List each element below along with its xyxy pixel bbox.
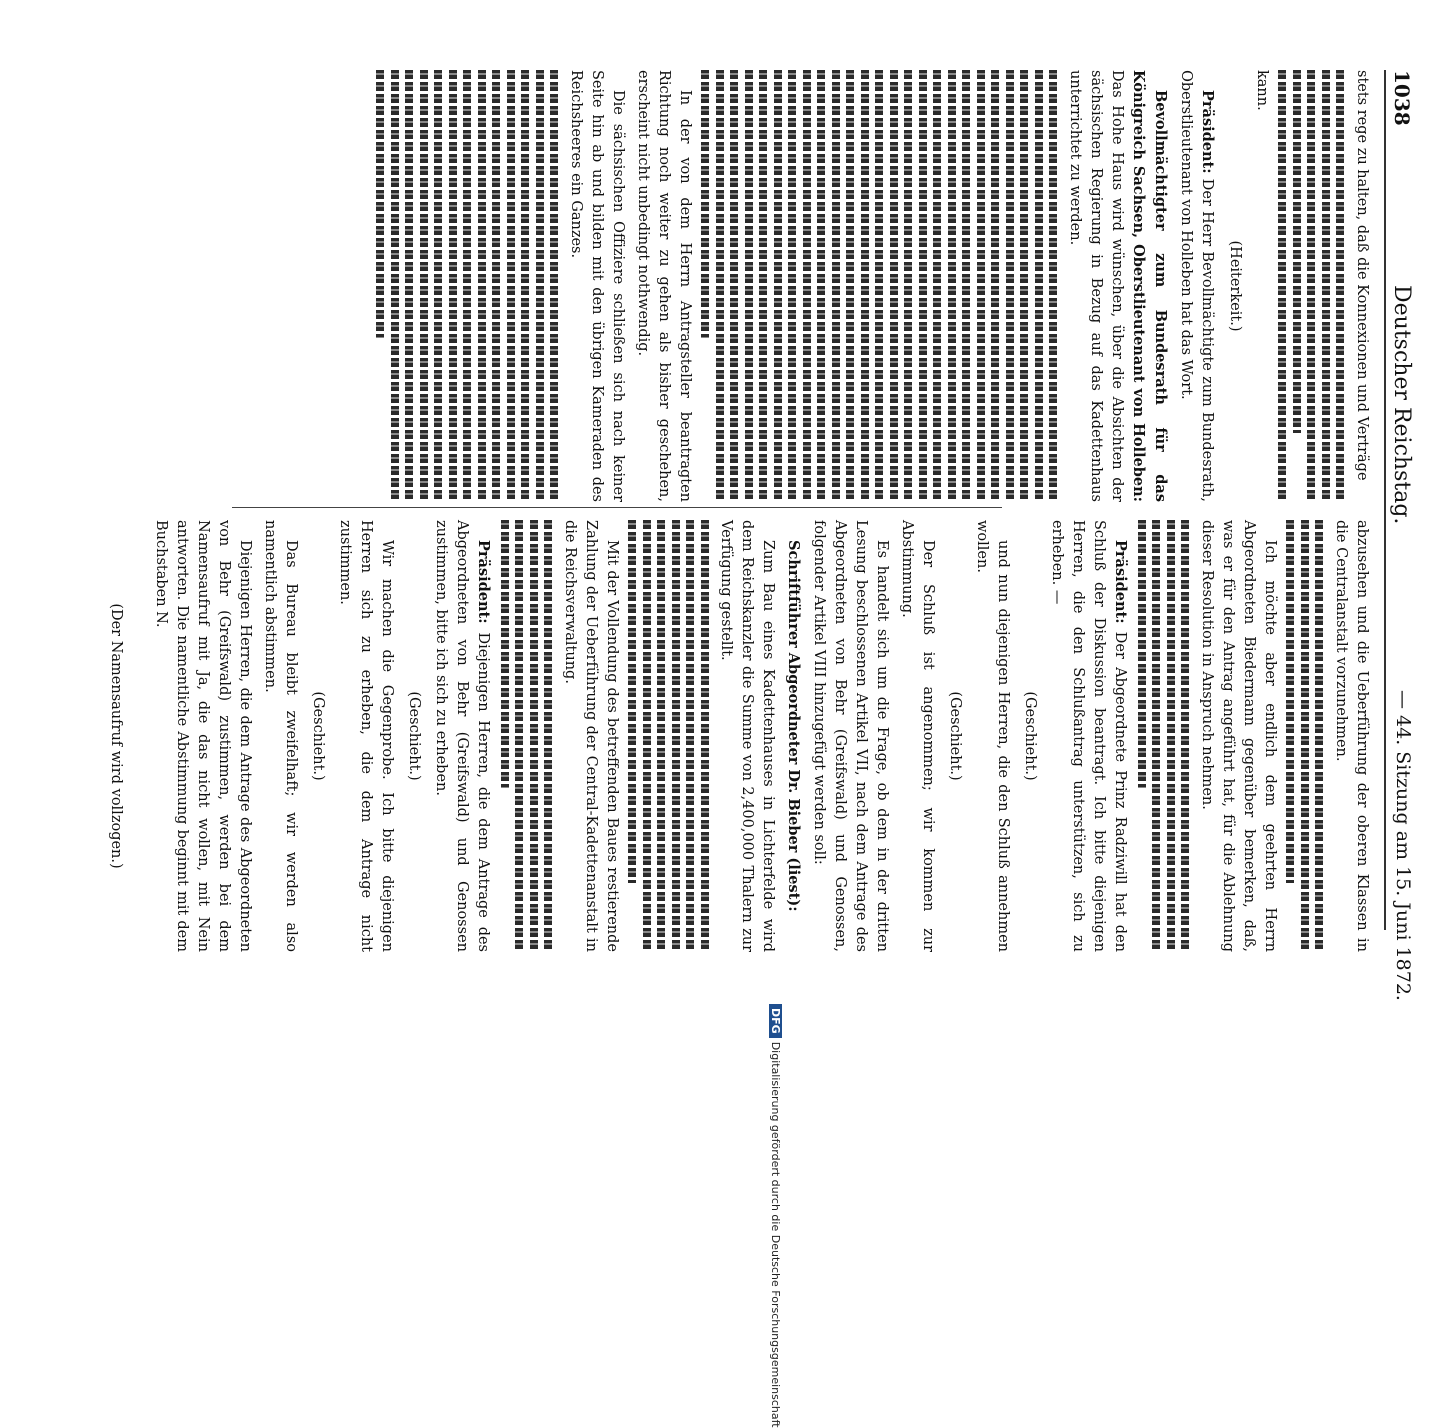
text-line: [1021, 70, 1029, 502]
text-line: [760, 70, 768, 502]
paragraph: Diejenigen Herren, die dem Antrage des Abgeordneten von Behr (Greifswald) und Genossen zustimmen, bitte ich sich zu erheben.: [433, 520, 492, 952]
paragraph: Der Schluß ist angenommen; wir kommen zur Abstimmung.: [899, 520, 937, 952]
page-number: 1038: [1390, 70, 1414, 126]
text-line: [774, 70, 782, 502]
text-line: [992, 70, 1000, 502]
procedure-note: (Geschieht.): [406, 691, 423, 781]
text-line: [745, 70, 753, 502]
text-line: [530, 520, 538, 952]
text-line: [832, 70, 840, 502]
text-line: [478, 70, 486, 502]
funding-note: Digitalisierung gefördert durch die Deutsche Forschungsgemeinschaft: [769, 1041, 782, 1428]
column-rule: [232, 507, 1002, 508]
text-line: [716, 70, 724, 502]
text-line: [449, 70, 457, 502]
text-line: [377, 70, 385, 338]
paragraph: stets rege zu halten, daß die Konnexionen und Verträge: [1354, 70, 1370, 481]
text-line: [861, 70, 869, 502]
text-line: [1167, 520, 1175, 952]
text-line: [507, 70, 515, 502]
text-line: [516, 520, 524, 952]
paragraph: Das Bureau bleibt zweifelhaft; wir werden also namentlich abstimmen.: [262, 520, 300, 952]
procedure-note: (Geschieht.): [310, 691, 327, 781]
text-line: [977, 70, 985, 502]
paragraph: und nun diejenigen Herren, die den Schluß annehmen wollen.: [974, 520, 1012, 952]
text-line: [731, 70, 739, 502]
speaker-secretary: Schriftführer Abgeordneter Dr. Bieber (liest):: [785, 540, 803, 912]
speaker-president: Präsident:: [475, 540, 493, 624]
text-line: [672, 520, 680, 952]
text-line: [701, 520, 709, 952]
procedure-note: (Geschieht.): [947, 691, 964, 781]
paragraph: abzusehen und die Ueberführung der oberen Klassen in die Centralanstalt vorzunehmen.: [1333, 520, 1370, 952]
text-line: [435, 70, 443, 502]
right-column: [100, 520, 1373, 952]
text-line: [1050, 70, 1058, 502]
left-column: [370, 70, 1372, 502]
text-line: [501, 520, 509, 788]
text-line: [1182, 520, 1190, 952]
paragraph: Zum Bau eines Kadettenhauses in Lichterfelde wird dem Reichskanzler die Summe von 2,400,000 Thalern zur Verfügung gestellt.: [718, 520, 777, 952]
paragraph: Das Hohe Haus wird wünschen, über die Absichten der sächsischen Regierung in Bezug auf das Kadettenhaus unterrichtet zu werden.: [1067, 70, 1125, 502]
laughter-note: (Heiterkeit.): [1227, 240, 1243, 332]
text-line: [905, 70, 913, 502]
speaker-president: Präsident:: [1199, 90, 1216, 174]
text-line: [876, 70, 884, 502]
text-line: [963, 70, 971, 502]
text-line: [1308, 70, 1316, 502]
speaker-plenipotentiary: Bevollmächtigter zum Bundesrath für das Königreich Sachsen, Oberstlieutenant von Holleben:: [1130, 70, 1169, 502]
text-line: [1293, 70, 1301, 433]
text-line: [818, 70, 826, 502]
text-line: [1138, 520, 1146, 788]
text-line: [1006, 70, 1014, 502]
text-line: [789, 70, 797, 502]
text-line: [948, 70, 956, 502]
text-line: [1153, 520, 1161, 952]
text-line: [493, 70, 501, 502]
text-line: [702, 70, 710, 338]
paragraph: Ich möchte aber endlich dem geehrten Herrn Abgeordneten Biedermann gegenüber bemerken, daß, was er für den Antrag angeführt hat, für die Ablehnung dieser Resolution in Anspruch nehmen.: [1199, 520, 1278, 952]
dfg-logo: DFG: [769, 1004, 782, 1038]
paragraph: Der Abgeordnete Prinz Radziwill hat den Schluß der Diskussion beantragt. Ich bitte diejenigen Herren, die den Schlußantrag unterstützen, sich zu erheben. —: [1049, 520, 1129, 952]
paragraph: Diejenigen Herren, die dem Antrage des Abgeordneten von Behr (Greifswald) zustimmen, werden bei dem Namensaufruf mit Ja, die das nicht wollen, mit Nein antworten. Die namentliche Abstimmung beginnt mit dem Buchstaben N.: [153, 520, 254, 952]
page-title: Deutscher Reichstag.: [1389, 285, 1414, 525]
paragraph: In der von dem Herrn Antragsteller beantragten Richtung noch weiter zu gehen als bisher geschehen, erscheint nicht unbedingt nothwendig.: [635, 70, 693, 502]
text-line: [1301, 520, 1309, 952]
text-line: [687, 520, 695, 952]
procedure-note: (Geschieht.): [1022, 691, 1039, 781]
header-rule: [1384, 70, 1386, 930]
text-line: [803, 70, 811, 502]
paragraph: kann.: [1254, 70, 1270, 111]
text-line: [658, 520, 666, 952]
text-line: [522, 70, 530, 502]
text-line: [406, 70, 414, 502]
speaker-president: Präsident:: [1112, 540, 1130, 624]
text-line: [391, 70, 399, 502]
text-line: [545, 520, 553, 952]
text-line: [919, 70, 927, 502]
paragraph: Wir machen die Gegenprobe. Ich bitte diejenigen Herren sich zu erheben, die dem Antrage nicht zustimmen.: [337, 520, 396, 952]
text-line: [1035, 70, 1043, 502]
text-line: [934, 70, 942, 502]
text-line: [420, 70, 428, 502]
text-line: [643, 520, 651, 952]
paragraph: Die sächsischen Offiziere schließen sich nach keiner Seite hin ab und bilden mit den übrigen Kameraden des Reichsheeres ein Ganzes.: [568, 70, 626, 502]
text-line: [464, 70, 472, 502]
paragraph: Der Herr Bevollmächtigte zum Bundesrath, Oberstlieutenant von Holleben hat das Wort.: [1178, 70, 1215, 503]
paragraph: Es handelt sich um die Frage, ob dem in der dritten Lesung beschlossenen Artikel VII, nach dem Antrage des Abgeordneten von Behr (Greifswald) und Genossen, folgender Artikel VIII hinzugefügt werden soll:: [811, 520, 891, 952]
text-line: [1287, 520, 1295, 883]
text-line: [1322, 70, 1330, 502]
text-line: [847, 70, 855, 502]
text-line: [536, 70, 544, 502]
text-line: [551, 70, 559, 502]
text-line: [1337, 70, 1345, 502]
text-line: [1279, 70, 1287, 502]
text-line: [890, 70, 898, 502]
paragraph: Mit der Vollendung des betreffenden Baues restierende Zahlung der Ueberführung der Central-Kadettenanstalt in die Reichsverwaltung.: [562, 520, 620, 952]
funding-footer: [769, 1004, 782, 1428]
session-line: — 44. Sitzung am 15. Juni 1872.: [1392, 690, 1414, 1001]
text-line: [629, 520, 637, 883]
text-line: [1316, 520, 1324, 952]
roll-call-note: (Der Namensaufruf wird vollzogen.): [108, 603, 125, 869]
